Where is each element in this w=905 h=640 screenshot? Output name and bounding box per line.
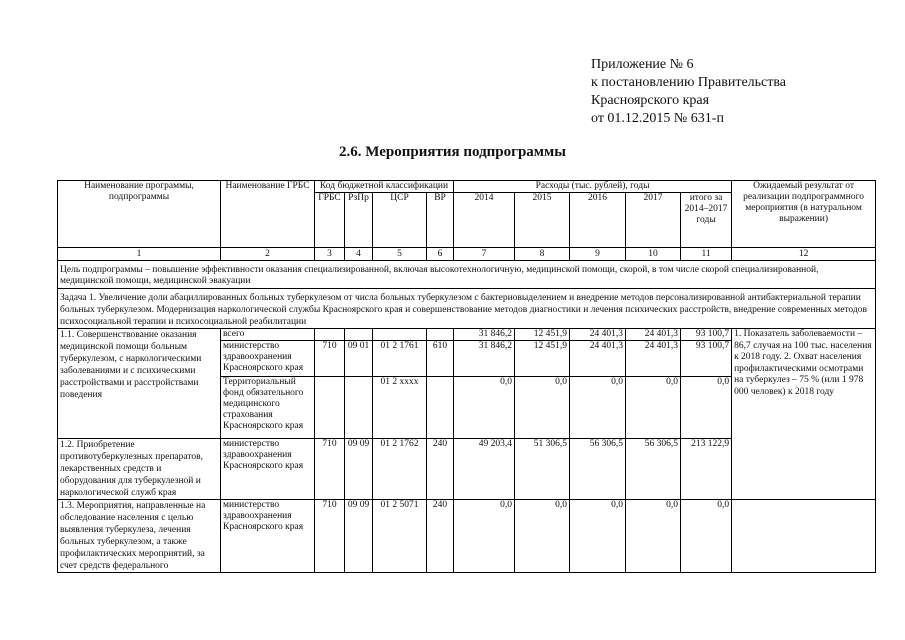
appendix-line: от 01.12.2015 № 631-п [591,111,724,126]
value-2014: 49 203,4 [454,439,515,500]
col-number: 2 [221,248,315,261]
subprogram-goal: Цель подпрограммы – повышение эффективности оказания специализированной, включая высокотехнологичную, медицинской помощи, скорой, в том числе скорой специализированной, медицинской помощи, медицинской эвакуации [58,261,876,289]
value-2015: 51 306,5 [515,439,570,500]
header-2017: 2017 [626,193,681,248]
header-grbs: ГРБС [315,193,345,248]
value-total: 0,0 [681,500,732,573]
value-2016: 56 306,5 [570,439,626,500]
vr-cell: 240 [427,500,454,573]
header-rzpr: РзПр [345,193,373,248]
header-result: Ожидаемый результат от реализации подпрограммного мероприятия (в натуральном выражении) [732,181,876,248]
value-2014: 31 846,2 [454,341,515,377]
value-2015: 0,0 [515,500,570,573]
grbs-cell: 710 [315,500,345,573]
activity-1-3-name: 1.3. Мероприятия, направленные на обследование населения с целью выявления туберкулеза, лечения больных туберкулезом, а также профилактических мероприятий, за счет средств федерального [58,500,221,573]
col-number: 11 [681,248,732,261]
col-number: 12 [732,248,876,261]
col-number: 7 [454,248,515,261]
vr-cell: 240 [427,439,454,500]
header-2014: 2014 [454,193,515,248]
grbs-name-cell: министерство здравоохранения Красноярского края [221,500,315,573]
col-number: 8 [515,248,570,261]
value-2015: 12 451,9 [515,329,570,341]
value-2014: 31 846,2 [454,329,515,341]
task-row [58,289,876,329]
value-total: 93 100,7 [681,329,732,341]
col-number: 4 [345,248,373,261]
activity-1-1-name: 1.1. Совершенствование оказания медицинской помощи больным туберкулезом, с наркологическими заболеваниями и с психическими расстройствами и расстройствами поведения [58,329,221,439]
value-2016: 24 401,3 [570,341,626,377]
value-2016: 0,0 [570,377,626,439]
activity-1-2-name: 1.2. Приобретение противотуберкулезных препаратов, лекарственных средств и оборудования для туберкулезной и наркологической служб края [58,439,221,500]
task-1: Задача 1. Увеличение доли абациллированных больных туберкулезом от числа больных туберкулезом с бактериовыделением и внедрение методов персонализированной антибактериальной терапии больных туберкулезом. Модернизация наркологической службы Красноярского края и совершенствование методов диагностики и лечения психических расстройств, внедрение современных методов психосоциальной терапии и психосоциальной реабилитации [58,289,876,329]
value-2017: 24 401,3 [626,341,681,377]
expected-result: 1. Показатель заболеваемости – 86,7 случая на 100 тыс. населения к 2018 году. 2. Охват населения профилактическими осмотрами на туберкулез – 75 % (или 1 978 000 человек) к 2018 году [732,329,876,500]
value-2014: 0,0 [454,377,515,439]
header-name: Наименование программы, подпрограммы [58,181,221,248]
rzpr-cell: 09 01 [345,341,373,377]
value-2016: 0,0 [570,500,626,573]
col-number: 9 [570,248,626,261]
grbs-cell [315,377,345,439]
grbs-name-cell: министерство здравоохранения Красноярского края [221,341,315,377]
grbs-name-cell: всего [221,329,315,341]
header-expenses: Расходы (тыс. рублей), годы [454,181,732,193]
grbs-name-cell: министерство здравоохранения Красноярского края [221,439,315,500]
value-2015: 0,0 [515,377,570,439]
csr-cell [373,329,427,341]
csr-cell: 01 2 1761 [373,341,427,377]
header-csr: ЦСР [373,193,427,248]
appendix-line: Приложение № 6 [591,57,694,72]
rzpr-cell [345,377,373,439]
appendix-line: к постановлению Правительства [591,75,787,90]
csr-cell: 01 2 1762 [373,439,427,500]
header-2016: 2016 [570,193,626,248]
value-total: 0,0 [681,377,732,439]
value-2016: 24 401,3 [570,329,626,341]
vr-cell: 610 [427,341,454,377]
header-vr: ВР [427,193,454,248]
appendix-line: Красноярского края [591,93,710,108]
value-total: 213 122,9 [681,439,732,500]
appendix-block [591,56,786,128]
rzpr-cell: 09 09 [345,439,373,500]
rzpr-cell: 09 09 [345,500,373,573]
page-title: 2.6. Мероприятия подпрограммы [339,144,566,160]
col-number: 6 [427,248,454,261]
table-row [58,329,876,341]
value-2017: 0,0 [626,377,681,439]
activities-table [57,180,876,573]
grbs-cell: 710 [315,439,345,500]
header-row [58,181,876,193]
grbs-cell: 710 [315,341,345,377]
grbs-name-cell: Территориальный фонд обязательного медицинского страхования Красноярского края [221,377,315,439]
header-budget-code: Код бюджетной классификации [315,181,454,193]
value-2017: 56 306,5 [626,439,681,500]
column-numbers-row [58,248,876,261]
csr-cell: 01 2 5071 [373,500,427,573]
table-row [58,500,876,573]
csr-cell: 01 2 хххх [373,377,427,439]
header-grbs-name: Наименование ГРБС [221,181,315,248]
vr-cell [427,329,454,341]
value-2017: 24 401,3 [626,329,681,341]
value-total: 93 100,7 [681,341,732,377]
header-2015: 2015 [515,193,570,248]
rzpr-cell [345,329,373,341]
col-number: 3 [315,248,345,261]
col-number: 5 [373,248,427,261]
col-number: 1 [58,248,221,261]
value-2015: 12 451,9 [515,341,570,377]
goal-row [58,261,876,289]
empty-result-cell [732,500,876,573]
header-total: итого за 2014–2017 годы [681,193,732,248]
vr-cell [427,377,454,439]
value-2014: 0,0 [454,500,515,573]
col-number: 10 [626,248,681,261]
grbs-cell [315,329,345,341]
value-2017: 0,0 [626,500,681,573]
